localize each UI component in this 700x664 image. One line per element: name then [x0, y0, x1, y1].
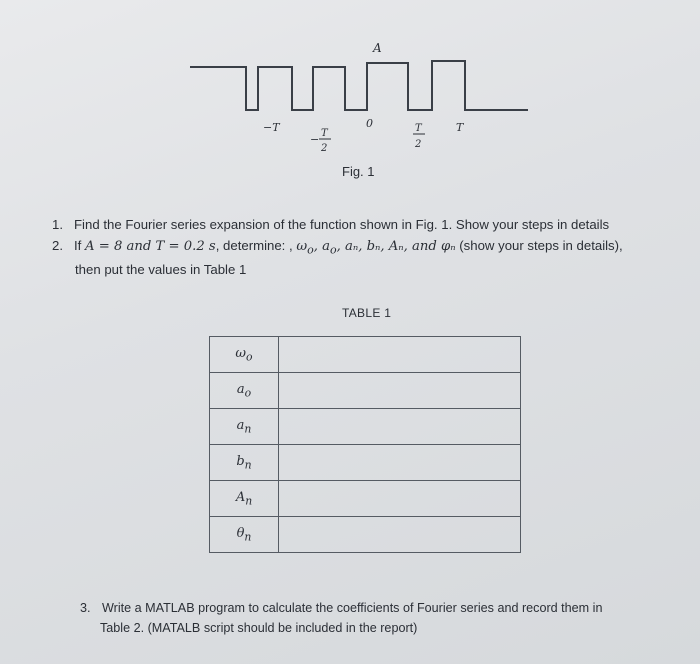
row-symbol	[210, 445, 279, 481]
symbol-sub: o	[244, 386, 252, 400]
amplitude-label: A	[373, 41, 382, 55]
row-value-cell[interactable]	[279, 337, 521, 373]
symbol-main: a	[236, 417, 245, 433]
question-2-line-2: then put the values in Table 1	[75, 262, 247, 277]
a0-symbol: a	[322, 239, 330, 254]
row-symbol	[210, 373, 279, 409]
row-value-cell[interactable]	[279, 445, 521, 481]
row-value-cell[interactable]	[279, 481, 521, 517]
row-symbol	[210, 409, 279, 445]
figure-caption: Fig. 1	[342, 164, 375, 179]
tick-label-t-half-num-left: T	[321, 128, 328, 139]
omega-symbol: ω	[296, 239, 308, 254]
square-wave-signal	[190, 61, 528, 110]
row-symbol	[210, 517, 279, 553]
symbol-main: θ	[236, 525, 245, 541]
omega-subscript: o	[307, 243, 314, 257]
question-2-tail: (show your steps in details),	[455, 238, 623, 253]
table-row	[210, 337, 521, 373]
question-2	[52, 238, 623, 257]
table-row	[210, 517, 521, 553]
table-row	[210, 373, 521, 409]
question-2-mid: , determine: ,	[215, 238, 297, 253]
question-2-lead: If	[74, 238, 85, 253]
symbol-main: A	[235, 489, 246, 505]
question-1	[52, 217, 609, 232]
row-value-cell[interactable]	[279, 517, 521, 553]
a0-subscript: o	[330, 243, 337, 257]
question-1-number: 1.	[52, 217, 63, 232]
symbol-sub: o	[246, 350, 253, 364]
row-symbol	[210, 337, 279, 373]
symbol-main: ω	[235, 345, 247, 361]
row-value-cell[interactable]	[279, 373, 521, 409]
question-3-line-2: Table 2. (MATALB script should be included in the report)	[100, 621, 418, 635]
row-value-cell[interactable]	[279, 409, 521, 445]
question-2-given-values: A = 8 and T = 0.2 s	[85, 239, 216, 254]
question-1-text: Find the Fourier series expansion of the function shown in Fig. 1. Show your steps in details	[74, 217, 610, 232]
table-row	[210, 445, 521, 481]
tick-label-minus-sign: −	[310, 133, 320, 146]
tick-label-t-half-num-right: T	[415, 123, 422, 134]
question-3-number: 3.	[80, 601, 91, 615]
question-3-line-1: Write a MATLAB program to calculate the coefficients of Fourier series and record them in	[102, 601, 603, 615]
symbol-sub: n	[244, 458, 252, 472]
tick-label-zero: 0	[366, 117, 373, 130]
separator-1: ,	[313, 239, 323, 254]
tick-label-t: T	[456, 121, 464, 134]
symbol-main: b	[236, 453, 245, 469]
tick-label-t-half-den-right: 2	[415, 139, 422, 150]
table-row	[210, 409, 521, 445]
table-1-title: TABLE 1	[342, 306, 392, 320]
symbol-main: a	[236, 381, 245, 397]
symbol-sub: n	[244, 422, 252, 436]
table-1	[209, 336, 521, 553]
symbol-sub: n	[245, 494, 253, 508]
row-symbol	[210, 481, 279, 517]
question-2-number: 2.	[52, 238, 63, 253]
symbol-sub: n	[244, 530, 252, 544]
table-row	[210, 481, 521, 517]
tick-label-minus-t: −T	[263, 121, 280, 134]
coefficient-list: , aₙ, bₙ, Aₙ, and φₙ	[336, 239, 456, 254]
question-3	[80, 601, 602, 615]
tick-label-t-half-den-left: 2	[321, 143, 328, 154]
